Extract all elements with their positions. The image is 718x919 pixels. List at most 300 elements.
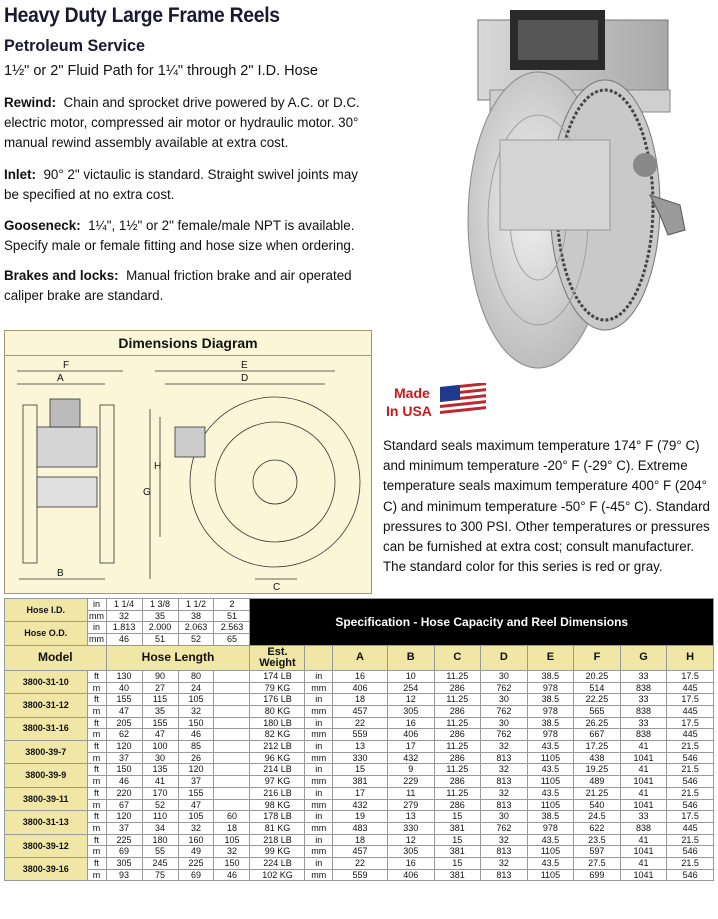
fluid-path-text: 1½" or 2" Fluid Path for 1¼" through 2" I.D. Hose (4, 63, 318, 79)
dimension-cell: 597 (574, 846, 621, 858)
hose-length-cell (214, 729, 250, 741)
dimension-cell: 41 (620, 764, 667, 776)
dimension-cell: 762 (481, 729, 528, 741)
dimension-cell: 546 (667, 869, 714, 881)
hose-length-cell: 205 (106, 717, 142, 729)
weight-cell: 178 LB (250, 811, 305, 823)
dimension-cell: 11 (387, 787, 434, 799)
us-flag-icon (440, 383, 488, 419)
hose-length-cell: 120 (106, 811, 142, 823)
hose-length-cell: 35 (142, 705, 178, 717)
dim-label-f: F (63, 360, 70, 371)
hose-length-cell (214, 752, 250, 764)
col-hose-length-header: Hose Length (106, 645, 250, 670)
unit-label: ft (87, 741, 106, 753)
model-cell: 3800-31-16 (5, 717, 88, 740)
dimension-cell: 838 (620, 822, 667, 834)
dimension-cell: 12 (387, 694, 434, 706)
dimension-cell: 21.5 (667, 741, 714, 753)
weight-cell: 79 KG (250, 682, 305, 694)
dimension-cell: 305 (387, 846, 434, 858)
unit-label: mm (305, 682, 333, 694)
dimension-cell: 559 (332, 869, 387, 881)
spec-table (4, 598, 714, 881)
weight-cell: 102 KG (250, 869, 305, 881)
dimension-cell: 381 (434, 822, 481, 834)
hose-length-cell (214, 787, 250, 799)
hose-length-cell: 67 (106, 799, 142, 811)
dimension-cell: 18 (332, 694, 387, 706)
hose-length-cell: 150 (106, 764, 142, 776)
hose-length-cell: 305 (106, 858, 142, 870)
unit-label: ft (87, 787, 106, 799)
hose-od-cell: 52 (178, 634, 214, 646)
hose-length-cell (214, 670, 250, 682)
dimension-cell: 30 (481, 694, 528, 706)
col-dim-a: A (332, 645, 387, 670)
hose-length-cell: 47 (142, 729, 178, 741)
feature-label: Gooseneck: (4, 218, 81, 233)
hose-length-cell: 120 (106, 741, 142, 753)
col-dim-e: E (527, 645, 574, 670)
unit-label: m (87, 682, 106, 694)
dimension-cell: 546 (667, 752, 714, 764)
dimension-cell: 381 (434, 846, 481, 858)
dimension-cell: 21.5 (667, 787, 714, 799)
dimension-cell: 32 (481, 834, 528, 846)
unit-label: ft (87, 834, 106, 846)
dimension-cell: 33 (620, 717, 667, 729)
diagram-divider (5, 355, 371, 356)
dimension-cell: 457 (332, 705, 387, 717)
unit-label: mm (305, 799, 333, 811)
dimension-cell: 445 (667, 729, 714, 741)
unit-label: m (87, 705, 106, 717)
hose-length-cell: 155 (178, 787, 214, 799)
dimension-cell: 30 (481, 670, 528, 682)
dimension-cell: 978 (527, 822, 574, 834)
hose-length-cell: 37 (178, 776, 214, 788)
feature-label: Inlet: (4, 167, 36, 182)
dimension-cell: 16 (332, 670, 387, 682)
dimension-cell: 286 (434, 776, 481, 788)
weight-cell: 180 LB (250, 717, 305, 729)
dimension-cell: 17.5 (667, 694, 714, 706)
hose-od-cell: 51 (142, 634, 178, 646)
dimension-cell: 16 (387, 717, 434, 729)
model-cell: 3800-31-10 (5, 670, 88, 693)
col-unit-header (305, 645, 333, 670)
dimensions-diagram (4, 330, 372, 594)
dimension-drawing (5, 357, 371, 593)
hose-length-cell: 24 (178, 682, 214, 694)
dimension-cell: 13 (332, 741, 387, 753)
dim-label-b: B (57, 568, 64, 579)
unit-label: mm (305, 752, 333, 764)
dimension-cell: 813 (481, 799, 528, 811)
hose-od-cell: 65 (214, 634, 250, 646)
dimension-cell: 838 (620, 705, 667, 717)
dimension-cell: 23.5 (574, 834, 621, 846)
dimension-cell: 41 (620, 834, 667, 846)
hose-length-cell: 85 (178, 741, 214, 753)
dimension-cell: 20.25 (574, 670, 621, 682)
dimension-cell: 762 (481, 822, 528, 834)
dimension-cell: 330 (332, 752, 387, 764)
col-dim-g: G (620, 645, 667, 670)
hose-length-cell (214, 799, 250, 811)
dimension-cell: 11.25 (434, 670, 481, 682)
hose-length-cell: 130 (106, 670, 142, 682)
model-cell: 3800-31-12 (5, 694, 88, 717)
col-model-header: Model (5, 645, 107, 670)
dimension-cell: 1041 (620, 752, 667, 764)
dimension-cell: 27.5 (574, 858, 621, 870)
dimension-cell: 43.5 (527, 787, 574, 799)
col-dim-b: B (387, 645, 434, 670)
dimension-cell: 279 (387, 799, 434, 811)
hose-length-cell: 40 (106, 682, 142, 694)
feature-inlet (4, 165, 374, 205)
col-dim-c: C (434, 645, 481, 670)
dimension-cell: 445 (667, 682, 714, 694)
unit-label: in (305, 787, 333, 799)
dimension-cell: 43.5 (527, 764, 574, 776)
hose-length-cell: 18 (214, 822, 250, 834)
diagram-title: Dimensions Diagram (118, 335, 258, 351)
dimension-cell: 11.25 (434, 717, 481, 729)
weight-cell: 224 LB (250, 858, 305, 870)
model-cell: 3800-39-16 (5, 858, 88, 881)
weight-cell: 96 KG (250, 752, 305, 764)
dimension-cell: 762 (481, 705, 528, 717)
unit-label: mm (305, 869, 333, 881)
dimension-cell: 17 (332, 787, 387, 799)
dimension-cell: 514 (574, 682, 621, 694)
hose-length-cell: 160 (178, 834, 214, 846)
feature-label: Rewind: (4, 95, 57, 110)
hose-length-cell: 75 (142, 869, 178, 881)
dimension-cell: 21.5 (667, 858, 714, 870)
dim-label-c: C (273, 582, 281, 593)
col-weight-header: Est. Weight (250, 645, 305, 670)
hose-length-cell: 37 (106, 752, 142, 764)
weight-cell: 218 LB (250, 834, 305, 846)
dimension-cell: 483 (332, 822, 387, 834)
hose-length-cell: 105 (178, 811, 214, 823)
hose-length-cell: 32 (178, 705, 214, 717)
hose-length-cell: 69 (178, 869, 214, 881)
hose-id-cell: 35 (142, 610, 178, 622)
hose-length-cell: 135 (142, 764, 178, 776)
weight-cell: 99 KG (250, 846, 305, 858)
unit-label: in (305, 741, 333, 753)
unit-label: mm (87, 610, 106, 622)
unit-label: m (87, 729, 106, 741)
col-dim-d: D (481, 645, 528, 670)
hose-length-cell: 46 (106, 776, 142, 788)
hose-id-cell: 1 1/4 (106, 599, 142, 611)
hose-id-cell: 2 (214, 599, 250, 611)
hose-length-cell: 34 (142, 822, 178, 834)
dimension-cell: 41 (620, 787, 667, 799)
dimension-cell: 381 (434, 869, 481, 881)
dimension-cell: 445 (667, 705, 714, 717)
dimension-cell: 286 (434, 799, 481, 811)
dimension-cell: 11.25 (434, 741, 481, 753)
unit-label: mm (305, 705, 333, 717)
feature-text: 90° 2" victaulic is standard. Straight swivel joints may be specified at no extra cost. (4, 167, 358, 202)
hose-length-cell: 220 (106, 787, 142, 799)
dimension-cell: 30 (481, 811, 528, 823)
hose-length-cell: 150 (178, 717, 214, 729)
unit-label: mm (87, 634, 106, 646)
dimension-cell: 330 (387, 822, 434, 834)
dimension-cell: 18 (332, 834, 387, 846)
col-dim-f: F (574, 645, 621, 670)
dimension-cell: 11.25 (434, 694, 481, 706)
dimension-cell: 546 (667, 776, 714, 788)
hose-length-cell: 62 (106, 729, 142, 741)
hose-id-label: Hose I.D. (5, 599, 88, 622)
hose-length-cell: 90 (142, 670, 178, 682)
hose-length-cell (214, 682, 250, 694)
dimension-cell: 11.25 (434, 764, 481, 776)
hose-length-cell: 150 (214, 858, 250, 870)
dimension-cell: 32 (481, 741, 528, 753)
feature-label: Brakes and locks: (4, 268, 119, 283)
weight-cell: 80 KG (250, 705, 305, 717)
hose-length-cell (214, 776, 250, 788)
dimension-cell: 622 (574, 822, 621, 834)
dimension-cell: 12 (387, 834, 434, 846)
dimension-cell: 813 (481, 776, 528, 788)
dimension-cell: 43.5 (527, 858, 574, 870)
hose-length-cell: 155 (142, 717, 178, 729)
page-title: Heavy Duty Large Frame Reels (4, 4, 280, 27)
dimension-cell: 11.25 (434, 787, 481, 799)
dimension-cell: 406 (387, 729, 434, 741)
unit-label: ft (87, 717, 106, 729)
dimension-cell: 10 (387, 670, 434, 682)
hose-id-cell: 1 3/8 (142, 599, 178, 611)
dimension-cell: 32 (481, 858, 528, 870)
unit-label: in (305, 670, 333, 682)
dimension-cell: 559 (332, 729, 387, 741)
dimension-cell: 17.5 (667, 670, 714, 682)
dimension-cell: 254 (387, 682, 434, 694)
hose-length-cell: 52 (142, 799, 178, 811)
dimension-cell: 762 (481, 682, 528, 694)
dimension-cell: 38.5 (527, 694, 574, 706)
unit-label: ft (87, 858, 106, 870)
dimension-cell: 43.5 (527, 834, 574, 846)
unit-label: in (305, 858, 333, 870)
unit-label: m (87, 869, 106, 881)
dimension-cell: 17.25 (574, 741, 621, 753)
dimension-cell: 17 (387, 741, 434, 753)
weight-cell: 82 KG (250, 729, 305, 741)
dimension-cell: 17.5 (667, 717, 714, 729)
feature-text: Chain and sprocket drive powered by A.C. or D.C. electric motor, compressed air motor or hydraulic motor. 30° manual rewind assembly available at extra cost. (4, 95, 360, 150)
spec-title: Specification - Hose Capacity and Reel Dimensions (250, 599, 714, 646)
hose-length-cell: 55 (142, 846, 178, 858)
dimension-cell: 24.5 (574, 811, 621, 823)
hose-length-cell: 32 (178, 822, 214, 834)
dimension-cell: 41 (620, 858, 667, 870)
unit-label: mm (305, 776, 333, 788)
dimension-cell: 1041 (620, 869, 667, 881)
hose-length-cell: 170 (142, 787, 178, 799)
feature-rewind (4, 93, 374, 153)
dimension-cell: 813 (481, 846, 528, 858)
hose-length-cell (214, 694, 250, 706)
feature-text: 1¼", 1½" or 2" female/male NPT is available. Specify male or female fitting and hose size when ordering. (4, 218, 355, 253)
weight-cell: 212 LB (250, 741, 305, 753)
col-dim-h: H (667, 645, 714, 670)
model-cell: 3800-39-12 (5, 834, 88, 857)
dimension-cell: 1041 (620, 776, 667, 788)
dimension-cell: 21.5 (667, 834, 714, 846)
dimension-cell: 813 (481, 869, 528, 881)
dimension-cell: 15 (434, 811, 481, 823)
dimension-cell: 33 (620, 694, 667, 706)
dimension-cell: 546 (667, 846, 714, 858)
hose-length-cell: 115 (142, 694, 178, 706)
dimension-cell: 813 (481, 752, 528, 764)
hose-length-cell: 245 (142, 858, 178, 870)
unit-label: in (305, 834, 333, 846)
dimension-cell: 406 (387, 869, 434, 881)
dimension-cell: 489 (574, 776, 621, 788)
dimension-cell: 978 (527, 682, 574, 694)
dim-label-a: A (57, 373, 64, 384)
unit-label: in (87, 599, 106, 611)
hose-length-cell: 49 (178, 846, 214, 858)
hose-length-cell: 27 (142, 682, 178, 694)
dimension-cell: 15 (434, 858, 481, 870)
hose-length-cell (214, 741, 250, 753)
dimension-cell: 30 (481, 717, 528, 729)
dimension-cell: 19.25 (574, 764, 621, 776)
hose-id-cell: 38 (178, 610, 214, 622)
hose-length-cell (214, 764, 250, 776)
dimension-cell: 16 (387, 858, 434, 870)
hose-length-cell: 69 (106, 846, 142, 858)
hose-length-cell: 41 (142, 776, 178, 788)
dimension-cell: 406 (332, 682, 387, 694)
hose-length-cell: 120 (178, 764, 214, 776)
made-in-usa-badge (386, 384, 432, 420)
dimension-cell: 38.5 (527, 717, 574, 729)
unit-label: m (87, 752, 106, 764)
dimension-cell: 978 (527, 729, 574, 741)
unit-label: mm (305, 729, 333, 741)
hose-length-cell: 80 (178, 670, 214, 682)
dimension-cell: 33 (620, 811, 667, 823)
hose-length-cell (214, 705, 250, 717)
hose-od-cell: 46 (106, 634, 142, 646)
dimension-cell: 432 (332, 799, 387, 811)
reel-product-image (440, 0, 700, 372)
feature-text: Manual friction brake and air operated caliper brake are standard. (4, 268, 352, 303)
hose-od-cell: 1.813 (106, 622, 142, 634)
unit-label: in (87, 622, 106, 634)
dimension-cell: 38.5 (527, 670, 574, 682)
hose-length-cell: 180 (142, 834, 178, 846)
unit-label: ft (87, 811, 106, 823)
dimension-cell: 445 (667, 822, 714, 834)
in-usa-label: In USA (386, 403, 432, 419)
hose-length-cell: 60 (214, 811, 250, 823)
dimension-cell: 438 (574, 752, 621, 764)
dimension-cell: 1105 (527, 776, 574, 788)
hose-length-cell: 93 (106, 869, 142, 881)
dim-label-d: D (241, 373, 249, 384)
dimension-cell: 17.5 (667, 811, 714, 823)
feature-brakes (4, 266, 374, 306)
hose-length-cell: 30 (142, 752, 178, 764)
hose-id-cell: 32 (106, 610, 142, 622)
hose-length-cell: 105 (178, 694, 214, 706)
dimension-cell: 1105 (527, 846, 574, 858)
dimension-cell: 22 (332, 858, 387, 870)
unit-label: mm (305, 822, 333, 834)
hose-length-cell (214, 717, 250, 729)
dimension-cell: 565 (574, 705, 621, 717)
dimension-cell: 229 (387, 776, 434, 788)
unit-label: m (87, 822, 106, 834)
page-subtitle: Petroleum Service (4, 36, 145, 55)
dimension-cell: 22.25 (574, 694, 621, 706)
hose-od-cell: 2.063 (178, 622, 214, 634)
hose-length-cell: 105 (214, 834, 250, 846)
dimension-cell: 381 (332, 776, 387, 788)
dimension-cell: 43.5 (527, 741, 574, 753)
model-cell: 3800-31-13 (5, 811, 88, 834)
dimension-cell: 41 (620, 741, 667, 753)
dimension-cell: 15 (434, 834, 481, 846)
dimension-cell: 699 (574, 869, 621, 881)
hose-length-cell: 225 (106, 834, 142, 846)
dimension-cell: 286 (434, 705, 481, 717)
dimension-cell: 1041 (620, 799, 667, 811)
unit-label: mm (305, 846, 333, 858)
unit-label: in (305, 811, 333, 823)
dimension-cell: 286 (434, 729, 481, 741)
dimension-cell: 9 (387, 764, 434, 776)
weight-cell: 81 KG (250, 822, 305, 834)
unit-label: in (305, 764, 333, 776)
hose-id-cell: 1 1/2 (178, 599, 214, 611)
weight-cell: 97 KG (250, 776, 305, 788)
dimension-cell: 21.25 (574, 787, 621, 799)
weight-cell: 174 LB (250, 670, 305, 682)
dimension-cell: 26.25 (574, 717, 621, 729)
dimension-cell: 13 (387, 811, 434, 823)
model-cell: 3800-39-11 (5, 787, 88, 810)
weight-cell: 98 KG (250, 799, 305, 811)
dimension-cell: 432 (387, 752, 434, 764)
hose-length-cell: 37 (106, 822, 142, 834)
dimension-cell: 838 (620, 729, 667, 741)
hose-length-cell: 47 (178, 799, 214, 811)
hose-length-cell: 155 (106, 694, 142, 706)
dimension-cell: 19 (332, 811, 387, 823)
unit-label: ft (87, 764, 106, 776)
feature-gooseneck (4, 216, 374, 256)
dimension-cell: 286 (434, 752, 481, 764)
